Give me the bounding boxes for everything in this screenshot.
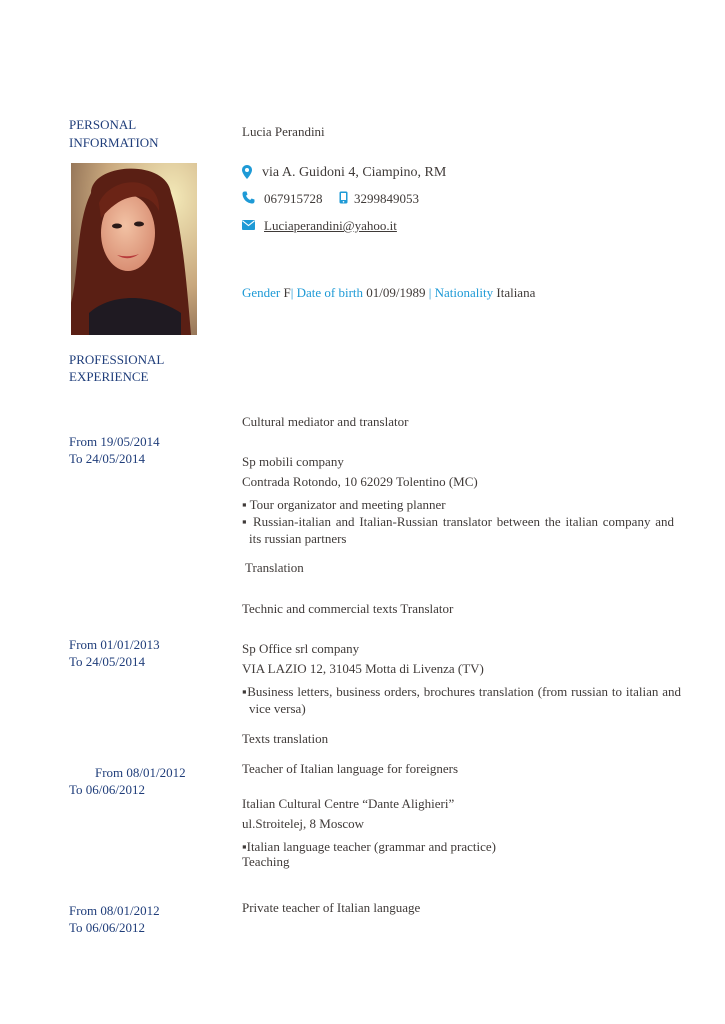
list-item: ▪Business letters, business orders, brochures translation (from russian to italian and vice versa): [242, 684, 681, 716]
date-to: To 24/05/2014: [69, 654, 146, 669]
personal-details-line: [242, 284, 535, 301]
section-label-line: INFORMATION: [69, 135, 159, 150]
mobile-phone-icon: [339, 191, 348, 204]
section-label-personal: [69, 116, 159, 151]
job-title: Teacher of Italian language for foreigners: [242, 761, 459, 776]
date-to: To 06/06/2012: [69, 782, 146, 797]
job-dates: [69, 902, 160, 936]
nationality-label: Nationality: [434, 285, 494, 300]
job-dates: [69, 433, 160, 467]
job-title: Technic and commercial texts Translator: [242, 601, 454, 616]
section-label-line: EXPERIENCE: [69, 369, 149, 384]
section-label-experience: [69, 351, 164, 385]
dob-label: Date of birth: [296, 285, 364, 300]
job-title: Cultural mediator and translator: [242, 414, 409, 429]
date-from: From 19/05/2014: [69, 434, 160, 449]
nationality-value: Italiana: [496, 285, 536, 300]
separator: |: [428, 285, 432, 300]
gender-value: F: [283, 285, 291, 300]
envelope-icon: [242, 220, 255, 230]
job-dates: [69, 764, 186, 798]
email-link[interactable]: Luciaperandini@yahoo.it: [264, 218, 397, 233]
company-address: VIA LAZIO 12, 31045 Motta di Livenza (TV): [242, 661, 484, 676]
section-label-line: PROFESSIONAL: [69, 352, 165, 367]
job-title: Private teacher of Italian language: [242, 900, 421, 915]
phone-number: 067915728: [264, 191, 323, 206]
company-address: Contrada Rotondo, 10 62029 Tolentino (MC): [242, 474, 478, 489]
list-item: ▪ Tour organizator and meeting planner: [242, 497, 446, 512]
mobile-number: 3299849053: [354, 191, 419, 206]
profile-photo: [71, 163, 197, 335]
separator: |: [290, 285, 294, 300]
dob-value: 01/09/1989: [366, 285, 426, 300]
list-item: ▪Italian language teacher (grammar and practice): [242, 839, 496, 854]
list-item: ▪ Russian-italian and Italian-Russian translator between the italian company and its russian partners: [242, 514, 675, 546]
phone-icon: [242, 191, 255, 204]
date-to: To 06/06/2012: [69, 920, 146, 935]
person-name: Lucia Perandini: [242, 124, 325, 139]
company-name: Sp Office srl company: [242, 641, 360, 656]
job-dates: [69, 636, 160, 670]
section-label-line: PERSONAL: [69, 117, 137, 132]
company-address: ul.Stroitelej, 8 Moscow: [242, 816, 365, 831]
address-text: via A. Guidoni 4, Ciampino, RM: [262, 165, 447, 180]
gender-label: Gender: [242, 285, 281, 300]
company-name: Italian Cultural Centre “Dante Alighieri”: [242, 796, 455, 811]
date-from: From 08/01/2012: [95, 765, 186, 780]
date-to: To 24/05/2014: [69, 451, 146, 466]
sector-label: Translation: [245, 560, 304, 575]
sector-label: Texts translation: [242, 731, 329, 746]
sector-label: Teaching: [242, 854, 290, 869]
map-pin-icon: [242, 165, 252, 179]
company-name: Sp mobili company: [242, 454, 344, 469]
date-from: From 08/01/2012: [69, 903, 160, 918]
bullet-list: [242, 496, 674, 547]
date-from: From 01/01/2013: [69, 637, 160, 652]
